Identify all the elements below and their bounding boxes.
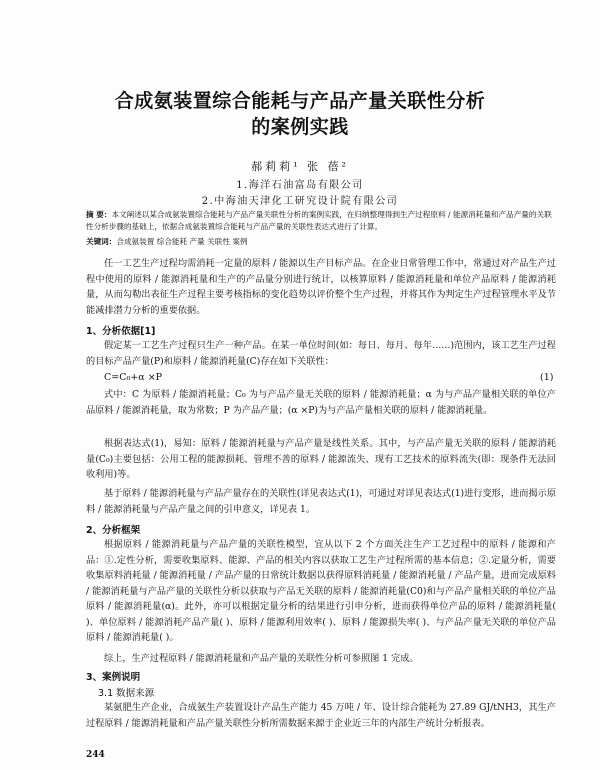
authors: 郝莉莉¹ 张 蓓² <box>251 160 349 173</box>
section31-paragraph: 某氨肥生产企业，合成氨生产装置设计产品生产能力 45 万吨 / 年、设计综合能耗为 27.89 GJ/tNH3，其生产过程原料 / 能源消耗量和产品产量关联性分析所需数据来源于企业近三年的内部生产统计分析报表。 <box>86 702 556 729</box>
section31-heading: 3.1 数据来源 <box>98 688 155 699</box>
section3-heading: 3、案例说明 <box>86 672 141 683</box>
section1-paragraph-1: 假定某一工艺生产过程只生产一种产品。在某一单位时间(如：每日、每月、每年……)范围内，该工艺生产过程的目标产品产量(P)和原料 / 能源消耗量(C)存在如下关联性： <box>86 340 556 367</box>
abstract-label: 摘 要： <box>86 210 112 219</box>
keywords <box>86 236 556 248</box>
section2-paragraph-2: 综上，生产过程原料 / 能源消耗量和产品产量的关联性分析可参照图 1 完成。 <box>104 653 419 664</box>
keywords-text: 合成氨装置 综合能耗 产量 关联性 案例 <box>116 237 248 246</box>
section1-paragraph-2: 式中：C 为原料 / 能源消耗量；C₀ 为与产品产量无关联的原料 / 能源消耗量；α 为与产品产量相关联的单位产品原料 / 能源消耗量，取为常数；P 为产品产量；(α ×P)为与产品产量相关联的原料 / 能源消耗量。 <box>86 389 556 416</box>
section2-heading: 2、分析框架 <box>86 525 141 536</box>
affiliation-2: 2.中海油天津化工研究设计院有限公司 <box>201 196 399 207</box>
abstract <box>86 209 556 233</box>
section1-heading: 1、分析依据[1] <box>86 326 156 337</box>
abstract-text: 本文阐述以某合成氨装置综合能耗与产品产量关联性分析的案例实践，在归纳整理得到生产过程原料 / 能源消耗量和产品产量的关联性分析步骤的基础上，依据合成氨装置综合能耗与产品产量的关联性表达式进行了计算。 <box>86 210 552 231</box>
paper-title-line1: 合成氨装置综合能耗与产品产量关联性分析 <box>114 90 486 112</box>
paper-title-line2: 的案例实践 <box>251 116 349 138</box>
page-number: 244 <box>86 750 105 760</box>
keywords-label: 关键词： <box>86 237 117 246</box>
affiliation-1: 1.海洋石油富岛有限公司 <box>236 180 364 191</box>
section1-paragraph-4: 基于原料 / 能源消耗量与产品产量存在的关联性(详见表达式(1)，可通过对详见表达式(1)进行变形，进而揭示原料 / 能源消耗量与产品产量之间的引申意义，详见表 1。 <box>86 488 556 515</box>
intro-paragraph: 任一工艺生产过程均需消耗一定量的原料 / 能源以生产目标产品。在企业日常管理工作中，常通过对产品生产过程中使用的原料 / 能源消耗量和生产的产品量分别进行统计，以核算原料 / 能源消耗量和单位产品原料 / 能源消耗量，从而勾勒出表征生产过程主要考核指标的变化趋势以评价整个生产过程，并将其作为判定生产过程管理水平及节能减排潜力分析的重要依据。 <box>86 258 556 316</box>
equation-number: (1) <box>540 372 554 383</box>
section1-paragraph-3: 根据表达式(1)，易知：原料 / 能源消耗量与产品产量是线性关系。其中，与产品产量无关联的原料 / 能源消耗量(C₀)主要包括：公用工程的能源损耗、管理不善的原料 / 能源流失、现有工艺技术的原料流失(即：现条件无法回收利用)等。 <box>86 438 556 480</box>
formula: C=C₀+α ×P <box>104 372 163 383</box>
section2-paragraph-1: 根据原料 / 能源消耗量与产品产量的关联性模型，宜从以下 2 个方面关注生产工艺过程中的原料 / 能源和产品：①.定性分析，需要收集原料、能源、产品的相关内容以获取工艺生产过程所需的基本信息；②.定量分析，需要收集原料消耗量 / 能源消耗量 / 产品产量的日常统计数据以获得原料消耗量 / 能源消耗量 / 产品产量，进而完成原料 / 能源消耗量与产品产量的关联性分析以获取与产品无关联的原料 / 能源消耗量(C0)和与产品产量相关联的单位产品原料 / 能源消耗量(α)。此外，亦可以根据定量分析的结果进行引申分析，进而获得单位产品的原料 / 能源消耗量( )、单位原料 / 能源消耗产品产量( )、原料 / 能源利用效率( )、原料 / 能源损失率( )、与产品产量无关联的单位产品原料 / 能源消耗量( )。 <box>86 539 556 643</box>
